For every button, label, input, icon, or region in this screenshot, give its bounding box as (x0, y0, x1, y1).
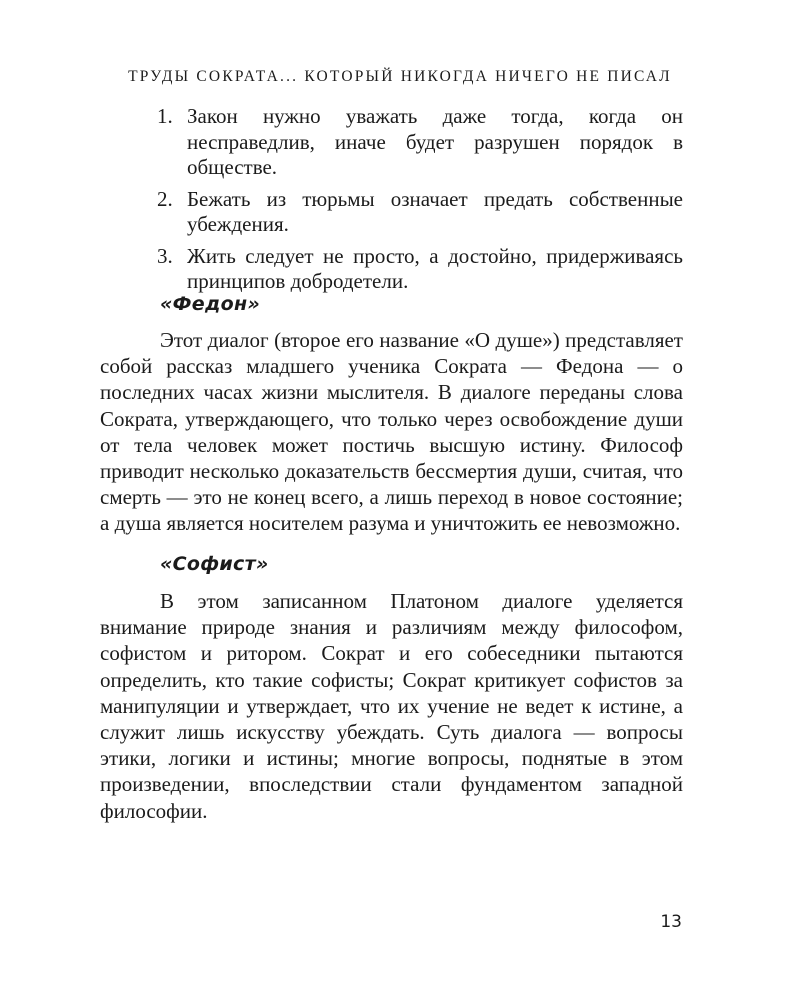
list-item-number: 3. (157, 243, 173, 268)
page-number: 13 (660, 912, 682, 932)
section-paragraph-phaedo: Этот диалог (второе его название «О душе») представляет собой рассказ младшего ученика Сократа — Федона — о последних часах жизни мыслителя. В диалоге переданы слова Сократа, утверждающего, что только через освобождение души от тела человек может постичь высшую истину. Философ приводит несколько доказательств бессмертия души, считая, что смерть — это не конец всего, а лишь переход в новое состояние; а душа является носителем разума и уничтожить ее невозможно. (100, 328, 683, 536)
list-item-text: Закон нужно уважать даже тогда, когда он несправедлив, иначе будет разрушен порядок в обществе. (187, 104, 683, 179)
list-item-number: 1. (157, 104, 173, 128)
list-item (151, 104, 683, 181)
list-item (151, 244, 683, 295)
list-item-number: 2. (157, 186, 173, 211)
section-heading-phaedo: «Федон» (160, 293, 261, 315)
numbered-list (151, 104, 683, 301)
list-item-text: Бежать из тюрьмы означает предать собственные убеждения. (187, 186, 683, 236)
running-head: ТРУДЫ СОКРАТА... КОТОРЫЙ НИКОГДА НИЧЕГО НЕ ПИСАЛ (128, 68, 672, 85)
list-item-text: Жить следует не просто, а достойно, придерживаясь принципов добродетели. (187, 243, 683, 293)
section-heading-sophist: «Софист» (160, 553, 269, 575)
list-item (151, 187, 683, 238)
section-paragraph-sophist: В этом записанном Платоном диалоге уделяется внимание природе знания и различиям между философом, софистом и ритором. Сократ и его собеседники пытаются определить, кто такие софисты; Сократ критикует софистов за манипуляции и утверждает, что их учение не ведет к истине, а служит лишь искусству убеждать. Суть диалога — вопросы этики, логики и истины; многие вопросы, поднятые в этом произведении, впоследствии стали фундаментом западной философии. (100, 589, 683, 823)
